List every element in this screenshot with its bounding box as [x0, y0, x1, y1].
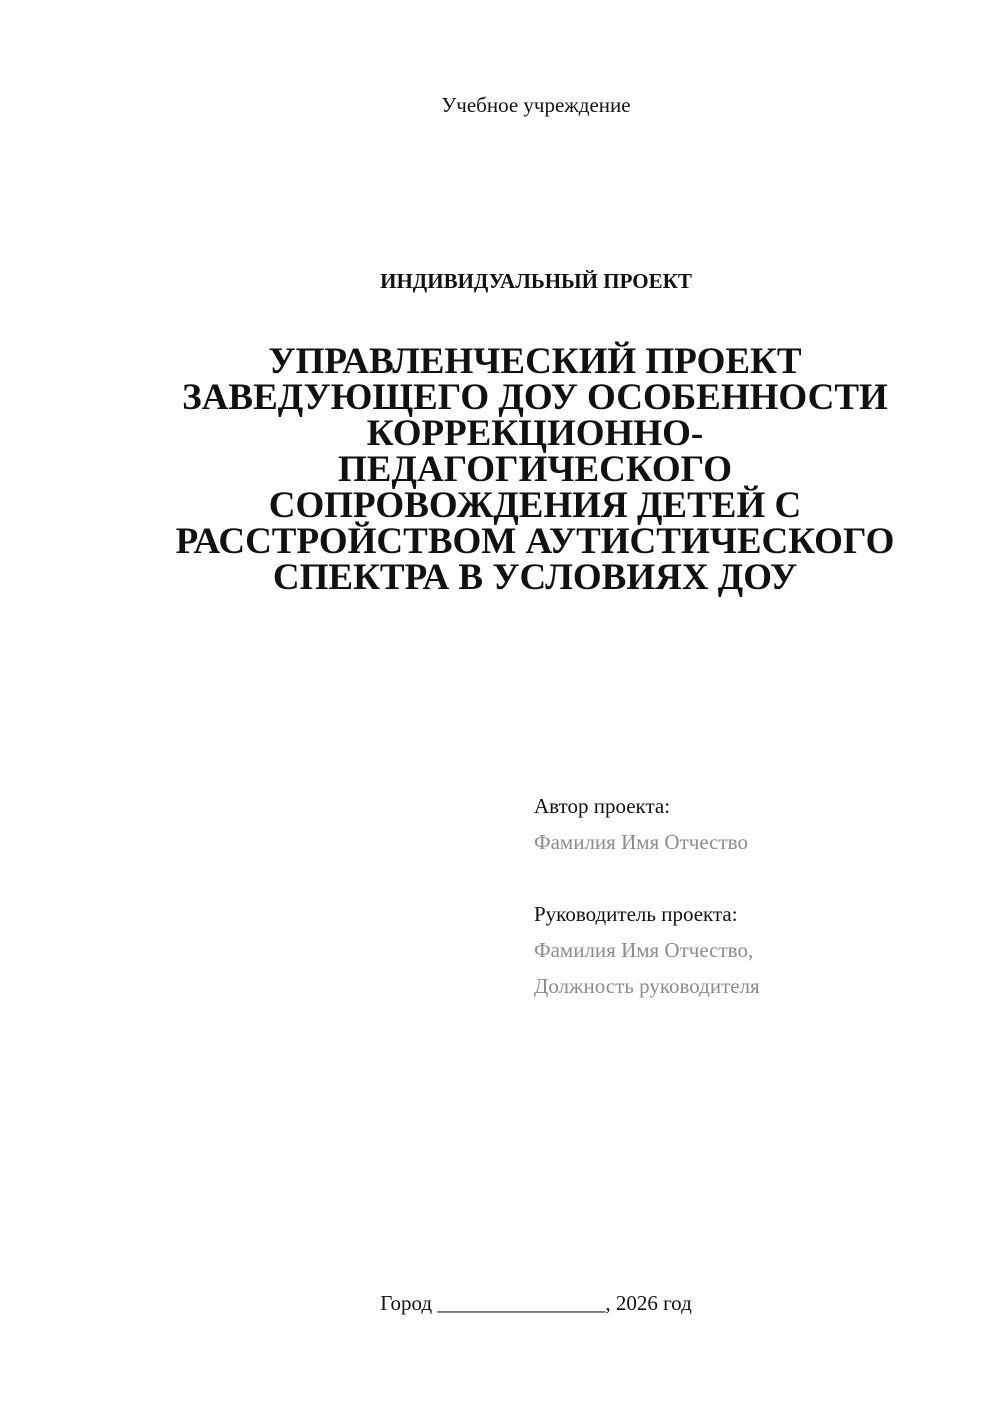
spacer [534, 860, 760, 896]
year-text: , 2026 год [605, 1291, 692, 1315]
document-type: ИНДИВИДУАЛЬНЫЙ ПРОЕКТ [380, 269, 692, 293]
city-blank: ________________ [437, 1291, 606, 1315]
title-line: СОПРОВОЖДЕНИЯ ДЕТЕЙ С [268, 485, 802, 526]
supervisor-position-placeholder: Должность руководителя [534, 974, 760, 998]
title-line: РАССТРОЙСТВОМ АУТИСТИЧЕСКОГО [175, 521, 895, 562]
title-line: УПРАВЛЕНЧЕСКИЙ ПРОЕКТ [268, 341, 802, 382]
title-line: СПЕКТРА В УСЛОВИЯХ ДОУ [272, 557, 798, 598]
author-label: Автор проекта: [534, 794, 671, 818]
author-name-placeholder: Фамилия Имя Отчество [534, 830, 748, 854]
institution-name: Учебное учреждение [441, 93, 631, 117]
title-line: ПЕДАГОГИЧЕСКОГО [338, 449, 732, 490]
city-label: Город [380, 1291, 433, 1315]
project-title [140, 341, 930, 598]
title-line: КОРРЕКЦИОННО- [366, 413, 704, 454]
city-year-line [0, 1290, 1000, 1316]
author-block [534, 788, 760, 1004]
supervisor-label: Руководитель проекта: [534, 902, 738, 926]
title-line: ЗАВЕДУЮЩЕГО ДОУ ОСОБЕННОСТИ [182, 377, 888, 418]
supervisor-name-placeholder: Фамилия Имя Отчество, [534, 938, 754, 962]
